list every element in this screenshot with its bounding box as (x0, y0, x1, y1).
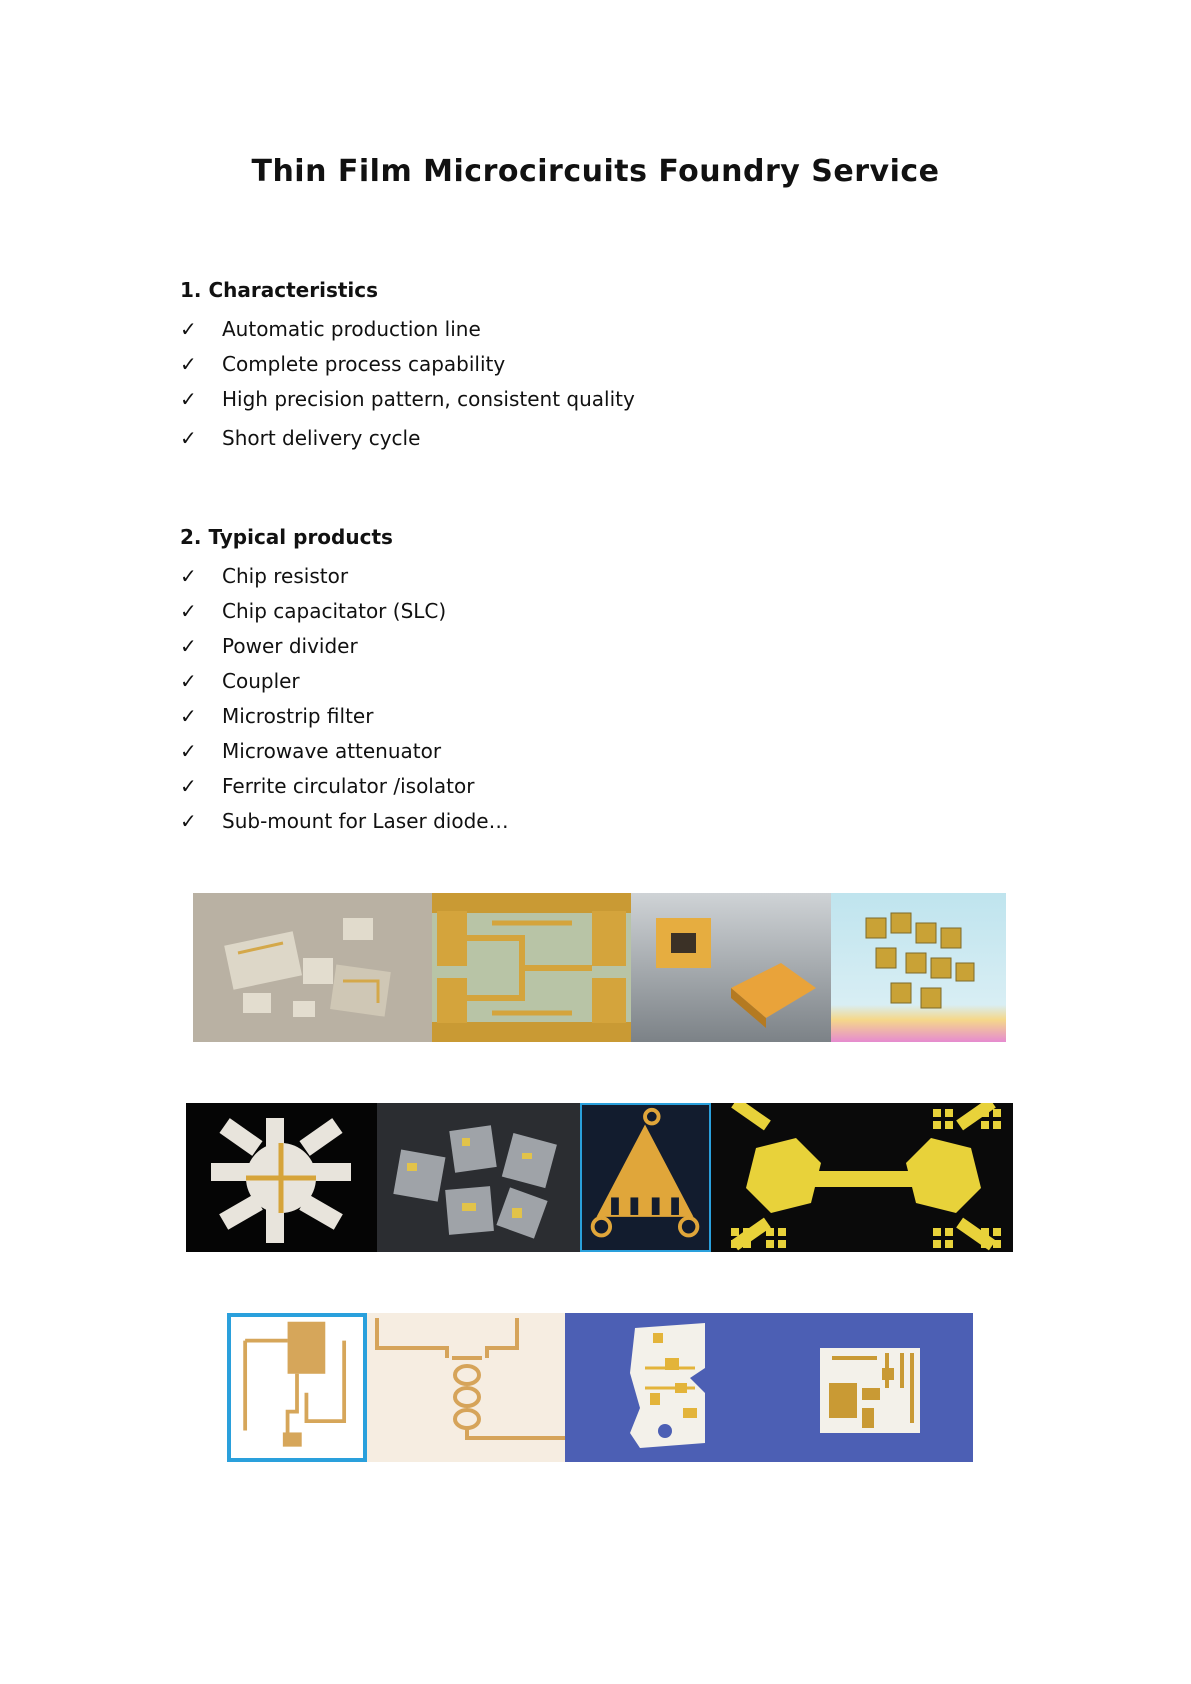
list-item (180, 733, 509, 768)
checkmark-icon: ✓ (180, 808, 197, 833)
photo-chip-capacitor (631, 893, 831, 1042)
checkmark-icon: ✓ (180, 425, 197, 450)
product-photo-strip-1 (193, 893, 1006, 1042)
photo-framed-coupler (227, 1313, 367, 1462)
list-item (180, 346, 635, 381)
list-item (180, 698, 509, 733)
checkmark-icon: ✓ (180, 351, 197, 376)
photo-power-divider (432, 893, 631, 1042)
checkmark-icon: ✓ (180, 386, 197, 411)
list-item (180, 768, 509, 803)
list-item-label: Sub-mount for Laser diode… (222, 808, 509, 833)
list-item-label: Chip capacitator (SLC) (222, 598, 447, 623)
photo-microstrip-filter (711, 1103, 1013, 1252)
list-item (180, 803, 509, 838)
photo-attenuator-chips (377, 1103, 580, 1252)
list-item-label: Power divider (222, 633, 358, 658)
list-item (180, 628, 509, 663)
photo-slc-cubes (831, 893, 1006, 1042)
list-item-label: Microwave attenuator (222, 738, 442, 763)
list-item-label: Automatic production line (222, 316, 481, 341)
list-item (180, 593, 509, 628)
checkmark-icon: ✓ (180, 668, 197, 693)
checkmark-icon: ✓ (180, 738, 197, 763)
photo-submount-blue (565, 1313, 767, 1462)
checkmark-icon: ✓ (180, 316, 197, 341)
products-section (180, 523, 509, 838)
list-item (180, 558, 509, 593)
checkmark-icon: ✓ (180, 703, 197, 728)
checkmark-icon: ✓ (180, 633, 197, 658)
list-item-label: Ferrite circulator /isolator (222, 773, 475, 798)
product-photo-strip-3 (227, 1313, 973, 1462)
checkmark-icon: ✓ (180, 563, 197, 588)
list-item-label: Microstrip filter (222, 703, 374, 728)
checkmark-icon: ✓ (180, 598, 197, 623)
list-item (180, 420, 635, 455)
page-title: Thin Film Microcircuits Foundry Service (251, 154, 940, 189)
list-item-label: High precision pattern, consistent quality (222, 386, 635, 411)
list-item (180, 663, 509, 698)
photo-circulator-star (186, 1103, 377, 1252)
list-item-label: Coupler (222, 668, 300, 693)
list-item (180, 311, 635, 346)
photo-bandpass-circuit (367, 1313, 565, 1462)
photo-chip-resistors (193, 893, 432, 1042)
list-item-label: Short delivery cycle (222, 425, 421, 450)
list-item-label: Chip resistor (222, 563, 349, 588)
product-photo-strip-2 (186, 1103, 1013, 1252)
photo-hybrid-circuit (767, 1313, 973, 1462)
characteristics-section (180, 276, 635, 455)
checkmark-icon: ✓ (180, 773, 197, 798)
list-item-label: Complete process capability (222, 351, 506, 376)
list-item (180, 381, 635, 416)
characteristics-heading: 1. Characteristics (180, 278, 379, 302)
photo-coupler-gold (580, 1103, 711, 1252)
products-heading: 2. Typical products (180, 525, 393, 549)
